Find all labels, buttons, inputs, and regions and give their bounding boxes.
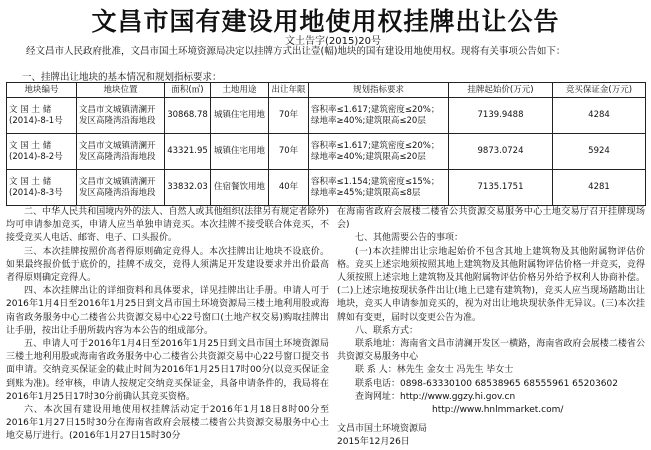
paragraph-5: 五、申请人可于2016年1月4日至2016年1月25日到文昌市国土环境资源局三楼土地利用股或海南省政务服务中心二楼省公共资源交易中心22号窗口提交书面申请。交纳竞买保证金的截止时间为2016年1月25日17时00分(以竞买保证金到账为准)。经审核，申请人按规定交纳竞买保证金，具备申请条件的，我局将在2016年1月25日17时30分前确认其竞买资格。: [6, 339, 329, 402]
table-cell: 文 国 土 储 (2014)-8-3号: [7, 170, 77, 206]
header-cell: 面积(㎡): [165, 83, 211, 98]
table-cell: 容积率≤1.617;建筑密度≤20%；绿地率≥40%;建筑限高≤20层: [309, 134, 449, 170]
land-parcel-table: [6, 82, 646, 206]
left-column: [6, 206, 329, 444]
table-cell: 4281: [553, 170, 646, 206]
paragraph-4: 四、本次挂牌出让的详细资料和具体要求，详见挂牌出让手册。申请人可于2016年1月4日至2016年1月25日到文昌市国土环境资源局三楼土地利用股或海南省政务服务中心二楼省公共资源交易中心22号窗口(土地产权交易)购取挂牌出让手册，按出让手册所载内容为本公告的组成部分。: [6, 286, 329, 336]
contact-address: 联系地址：海南省文昌市清澜开发区一横路，海南省政府会展楼二楼省公共资源交易服务中心: [337, 339, 645, 363]
table-cell: 城镇住宅用地: [211, 98, 269, 134]
table-cell: 40年: [269, 170, 309, 206]
table-cell: 容积率≤1.154;建筑密度≤15%；绿地率≥45%;建筑限高≤8层: [309, 170, 449, 206]
table-cell: 5924: [553, 134, 646, 170]
paragraph-6-continued: 在海南省政府会展楼二楼省公共资源交易服务中心土地交易厅召开挂牌现场会): [337, 207, 645, 231]
header-cell: 土地用途: [211, 83, 269, 98]
table-cell: 文昌市文城镇清澜开发区高隆湾沿海地段: [77, 134, 165, 170]
table-row: [7, 134, 646, 170]
contact-phone: 联系电话：0898-63330100 68538965 68555961 65203602: [355, 378, 618, 389]
document-number: 文土告字(2015)20号: [285, 36, 381, 47]
paragraph-7-body: (一)本次挂牌出让宗地起始价不包含其地上建筑物及其他附属物评估价格。竞买上述宗地须按照其地上建筑物及其他附属物评估价格一并竞买，竞得人须按照上述宗地上建筑物及其他附属物评估价格另外给予权利人协商补偿。(二)上述宗地按现状条件出让(地上已建有建筑物)，竞买人应当现场踏勘出让地块，竞买人申请参加竞买的，视为对出让地块现状条件无异议。(三)本次挂牌如有变更，届时以变更公告为准。: [337, 246, 645, 323]
paragraph-3: 三、本次挂牌按照价高者得原则确定竞得人。本次挂牌出让地块不设底价。如果最终报价低于底价的，挂牌不成交，竞得人须满足开发建设要求并出价最高者得原则确定竞得人。: [6, 246, 329, 284]
table-cell: 文昌市文城镇清澜开发区高隆湾沿海地段: [77, 170, 165, 206]
table-row: [7, 170, 646, 206]
contact-website-2[interactable]: http://www.hnlmmarket.com/: [432, 405, 564, 416]
table-row: [7, 98, 646, 134]
signature-date: 2015年12月26日: [337, 437, 410, 448]
table-cell: 城镇住宅用地: [211, 134, 269, 170]
table-cell: 30868.78: [165, 98, 211, 134]
section-1-title: 一、挂牌出让地块的基本情况和规划指标要求：: [22, 72, 222, 83]
table-cell: 70年: [269, 134, 309, 170]
contact-website[interactable]: 查询网址：http://www.ggzy.hi.gov.cn: [355, 391, 516, 402]
table-cell: 文 国 土 储 (2014)-8-2号: [7, 134, 77, 170]
table-cell: 住宿餐饮用地: [211, 170, 269, 206]
header-cell: 规划指标要求: [309, 83, 449, 98]
table-header-row: [7, 83, 646, 98]
table-cell: 9873.0724: [449, 134, 553, 170]
header-cell: 出让年限: [269, 83, 309, 98]
paragraph-7-heading: 七、其他需要公告的事项：: [355, 233, 464, 244]
table-cell: 文昌市文城镇清澜开发区高隆湾沿海地段: [77, 98, 165, 134]
table-cell: 容积率≤1.617;建筑密度≤20%；绿地率≥40%;建筑限高≤20层: [309, 98, 449, 134]
page-title: 文昌市国有建设用地使用权挂牌出让公告: [91, 7, 560, 36]
header-cell: 地块编号: [7, 83, 77, 98]
right-column: [337, 206, 645, 450]
signature-org: 文昌市国土环境资源局: [337, 424, 428, 435]
table-cell: 4284: [553, 98, 646, 134]
table-cell: 70年: [269, 98, 309, 134]
table-cell: 43321.95: [165, 134, 211, 170]
paragraph-6: 六、本次国有建设用地使用权挂牌活动定于2016年1月18日8时00分至2016年1月27日15时30分在海南省政府会展楼二楼省公共资源交易服务中心土地交易厅进行。(2016年1月27日15时30分: [6, 405, 329, 442]
contact-heading: 八、联系方式：: [355, 325, 419, 336]
table-cell: 7135.1751: [449, 170, 553, 206]
header-cell: 地块位置: [77, 83, 165, 98]
table-cell: 33832.03: [165, 170, 211, 206]
table-cell: 7139.9488: [449, 98, 553, 134]
intro-paragraph: 经文昌市人民政府批准，文昌市国土环境资源局决定以挂牌方式出让壹(幅)地块的国有建设用地使用权。现将有关事项公告如下：: [26, 46, 566, 57]
contact-person: 联 系 人：林先生 金女士 冯先生 毕女士: [355, 365, 514, 376]
table-cell: 文 国 土 储 (2014)-8-1号: [7, 98, 77, 134]
header-cell: 竞买保证金(万元): [553, 83, 646, 98]
header-cell: 挂牌起始价(万元): [449, 83, 553, 98]
paragraph-2: 二、中华人民共和国境内外的法人、自然人或其他组织(法律另有规定者除外)均可申请参加竞买，申请人应当单独申请竞买。本次挂牌不接受联合体竞买，不接受竞买人电话、邮寄、电子、口头报价。: [6, 207, 329, 244]
